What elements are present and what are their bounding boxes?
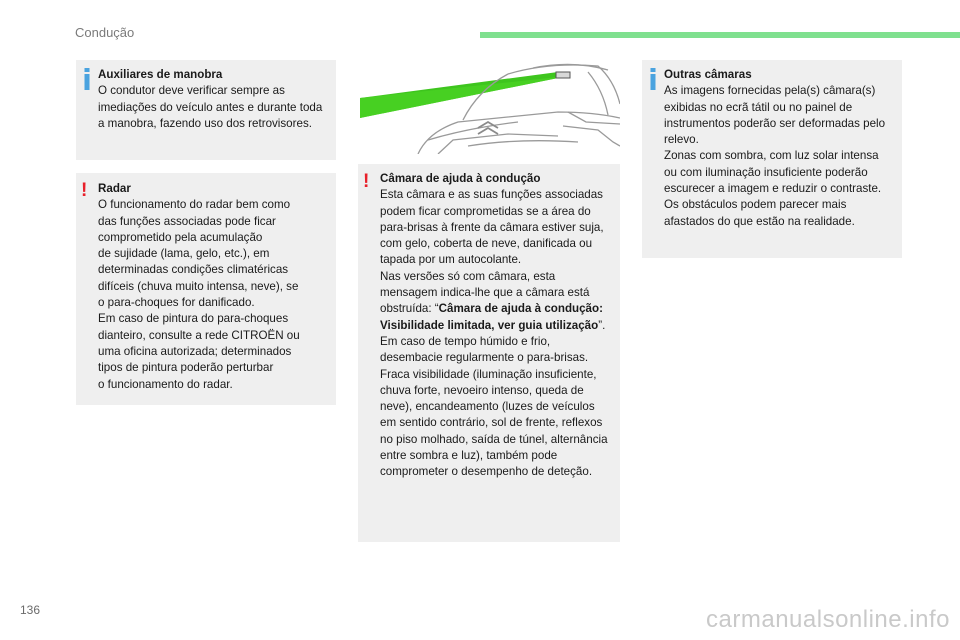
radar-line-9: dianteiro, consulte a rede CITROËN ou [98,328,300,342]
camera-message: Câmara de ajuda à condução: Visibilidade limitada, ver guia utilização [380,302,603,332]
camera-text-2-prefix: Nas versões só com câmara, esta mensagem indica-lhe que a câmara está obstruída: “ [380,269,590,316]
camera-title: Câmara de ajuda à condução [380,172,541,185]
radar-line-12: o funcionamento do radar. [98,377,233,391]
camera-box [358,164,620,542]
radar-line-5: determinadas condições climatéricas [98,263,289,277]
radar-line-7: o para-choques for danificado. [98,296,255,310]
header-accent-bar [480,32,960,38]
radar-line-3: comprometido pela acumulação [98,230,263,244]
warning-icon: ! [81,180,88,201]
radar-box [76,173,336,405]
radar-line-8: Em caso de pintura do para-choques [98,312,289,326]
camera-text-4: Fraca visibilidade (iluminação insuficiente, chuva forte, nevoeiro intenso, queda de neve), encandeamento (luzes de veículos em sentido contrário, sol de frente, reflexos no piso molhado, saída de túnel, alternância entre sombra e luz), também pode comprometer o desempenho de deteção. [380,367,608,479]
section-title: Condução [75,25,135,40]
warning-icon: ! [363,171,370,192]
other-cameras-text-1: As imagens fornecidas pela(s) câmara(s) exibidas no ecrã tátil ou no painel de instrumentos poderão ser deformadas pelo relevo. [664,84,886,147]
radar-line-6: difíceis (chuva muito intensa, neve), se [98,279,299,293]
parking-aids-title: Auxiliares de manobra [98,68,223,81]
parking-aids-text: O condutor deve verificar sempre as imediações do veículo antes e durante toda a manobra, fazendo uso dos retrovisores. [98,84,323,130]
other-cameras-title: Outras câmaras [664,68,752,81]
info-icon [647,68,659,90]
camera-text-1: Esta câmara e as suas funções associadas podem ficar comprometidas se a área do para-brisas à frente da câmara estiver suja, com gelo, coberta de neve, danificada ou tapada por um autocolante. [380,188,604,267]
info-icon [81,68,93,90]
other-cameras-text-3: Os obstáculos podem parecer mais afastados do que estão na realidade. [664,198,855,228]
radar-line-2: das funções associadas pode ficar [98,214,276,228]
radar-line-4: de sujidade (lama, gelo, etc.), em [98,247,270,261]
other-cameras-text-2: Zonas com sombra, com luz solar intensa ou com iluminação insuficiente poderão escurecer a imagem e reduzir o contraste. [664,149,882,196]
watermark: carmanualsonline.info [706,606,950,633]
parking-aids-box [76,60,336,160]
camera-text-2 [380,269,610,334]
radar-title: Radar [98,182,131,195]
car-camera-illustration [358,60,620,154]
radar-line-10: uma oficina autorizada; determinados [98,344,292,358]
radar-line-11: tipos de pintura poderão perturbar [98,361,274,375]
page-number: 136 [20,603,41,617]
camera-text-3: Em caso de tempo húmido e frio, desembacie regularmente o para-brisas. [380,334,589,365]
other-cameras-box [642,60,902,258]
camera-text-2-suffix: ”. [598,318,606,332]
radar-line-1: O funcionamento do radar bem como [98,198,291,212]
